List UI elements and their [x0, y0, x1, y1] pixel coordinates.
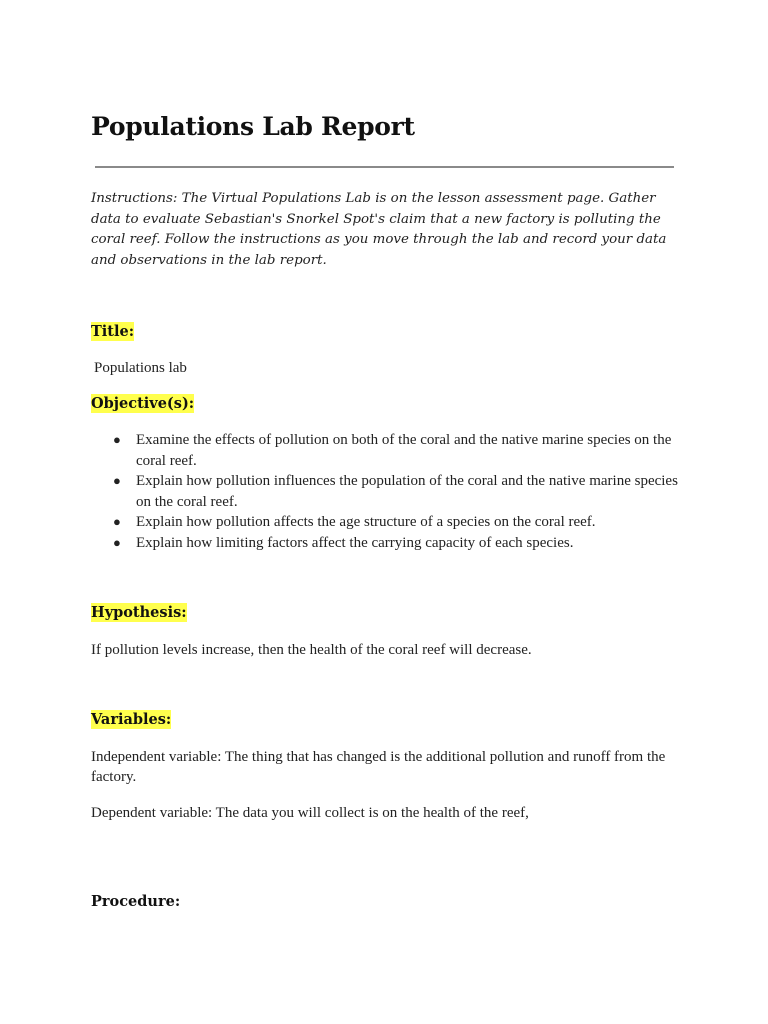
objectives-section-label	[91, 395, 194, 413]
objective-text: Explain how pollution influences the population of the coral and the native marine species on the coral reef.	[136, 473, 678, 510]
bullet-dot-icon: ●	[113, 514, 121, 529]
hypothesis-text: If pollution levels increase, then the health of the coral reef will decrease.	[91, 642, 532, 658]
title-label-highlight: Title:	[91, 323, 135, 340]
title-value: Populations lab	[94, 360, 187, 376]
document-title: Populations Lab Report	[91, 112, 415, 141]
objective-text: Explain how pollution affects the age structure of a species on the coral reef.	[136, 514, 596, 530]
title-divider	[95, 166, 674, 168]
instructions-text: Instructions: The Virtual Populations Lab is on the lesson assessment page. Gather data to evaluate Sebastian's Snorkel Spot's claim that a new factory is polluting the coral reef. Follow the instructions as you move through the lab and record your data and observations in the lab report.	[91, 191, 667, 268]
title-section-label	[91, 323, 134, 341]
independent-variable-text: Independent variable: The thing that has changed is the additional pollution and runoff from the factory.	[91, 749, 666, 785]
procedure-section-label: Procedure:	[91, 893, 181, 910]
hypothesis-section-label	[91, 604, 187, 622]
objective-text: Explain how limiting factors affect the carrying capacity of each species.	[136, 534, 574, 551]
list-item	[91, 512, 681, 533]
list-item	[91, 430, 681, 471]
bullet-dot-icon: ●	[113, 534, 121, 550]
list-item	[91, 533, 681, 554]
bullet-dot-icon: ●	[113, 432, 121, 447]
hypothesis-label-highlight: Hypothesis:	[91, 604, 187, 621]
objectives-list	[91, 430, 681, 553]
objectives-label-highlight: Objective(s):	[91, 395, 195, 412]
dependent-variable-text: Dependent variable: The data you will collect is on the health of the reef,	[91, 805, 529, 821]
variables-section-label	[91, 711, 171, 729]
variables-label-highlight: Variables:	[91, 711, 172, 728]
objective-text: Examine the effects of pollution on both of the coral and the native marine species on the coral reef.	[136, 432, 672, 469]
list-item	[91, 471, 681, 512]
bullet-dot-icon: ●	[113, 473, 121, 488]
